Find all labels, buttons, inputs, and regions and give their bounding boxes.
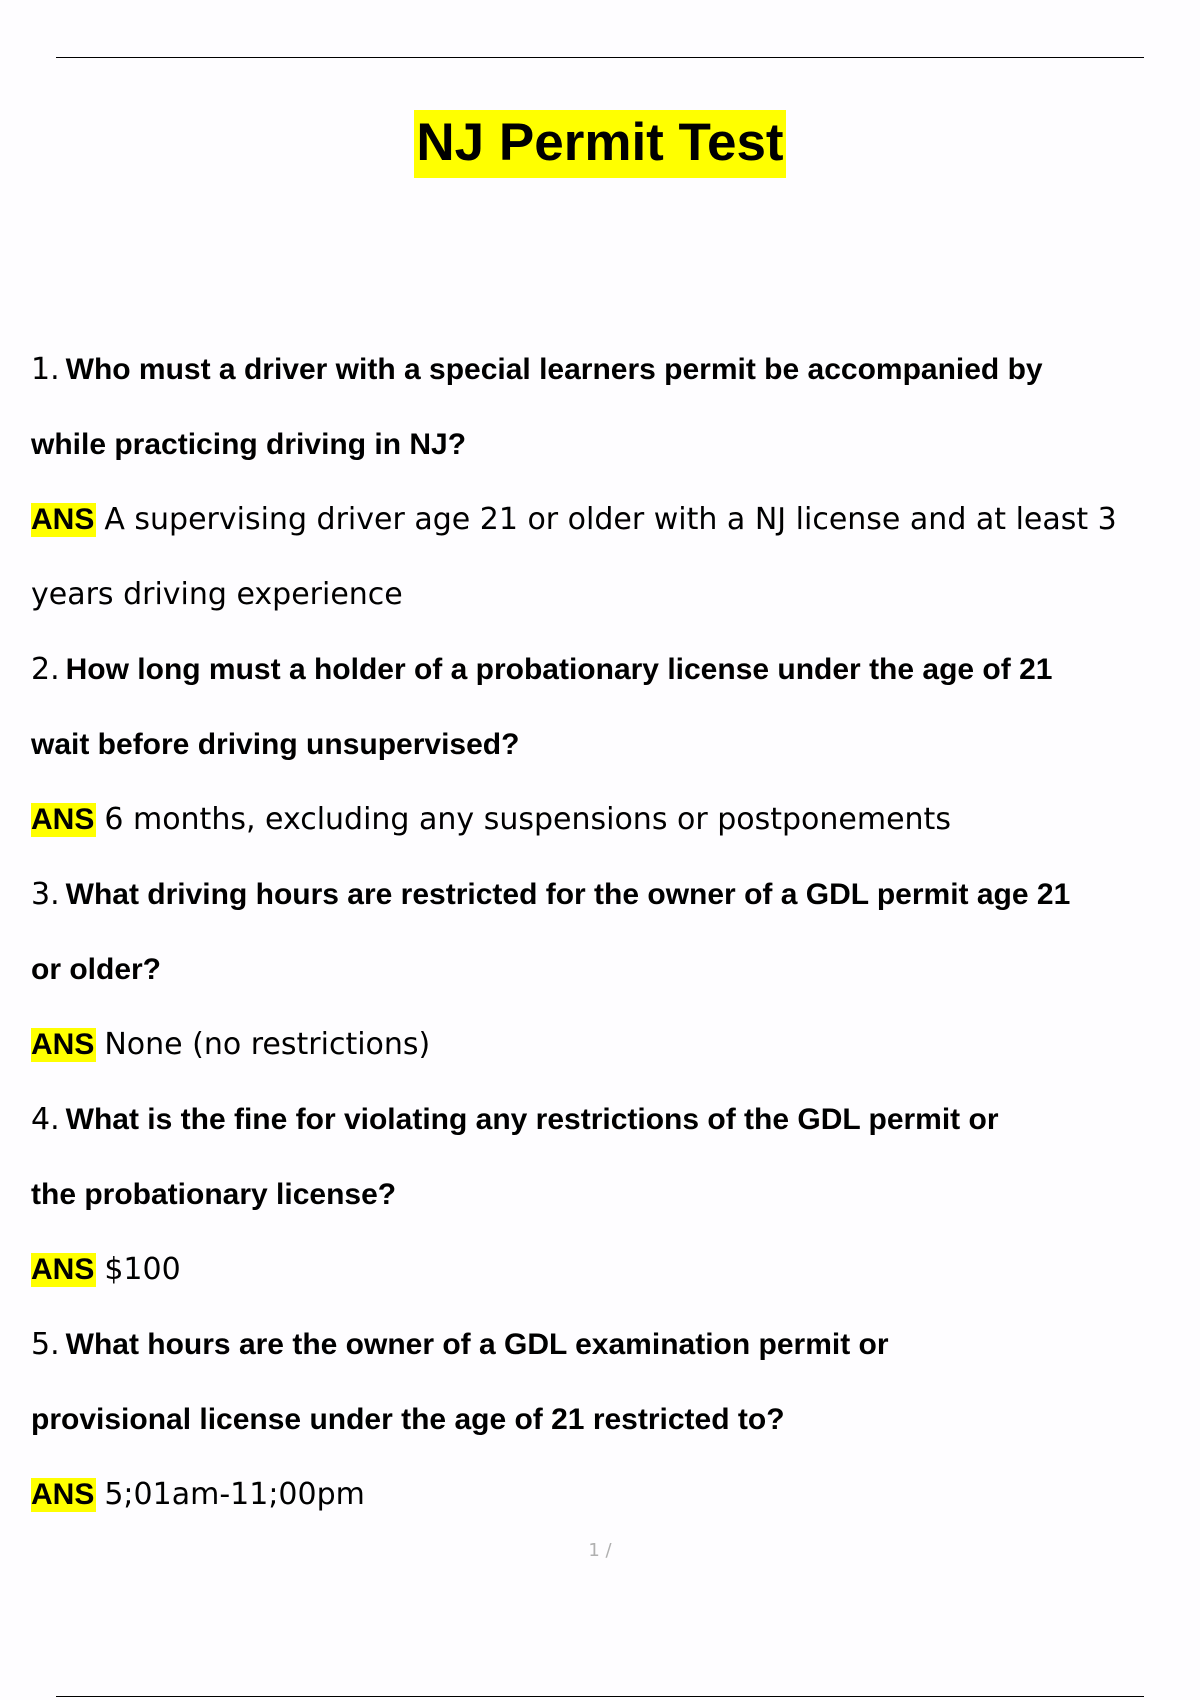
question-text: while practicing driving in NJ?	[31, 427, 467, 461]
answer-label: ANS	[31, 1252, 95, 1286]
answer-text: 6 months, excluding any suspensions or postponements	[104, 802, 951, 837]
question-text: What is the fine for violating any restrictions of the GDL permit or	[65, 1102, 999, 1136]
title-block	[0, 110, 1200, 178]
question-1-cont	[31, 407, 1180, 482]
question-2-cont	[31, 707, 1180, 782]
answer-label: ANS	[31, 1027, 95, 1061]
question-number: 4.	[31, 1102, 60, 1137]
question-text: the probationary license?	[31, 1177, 397, 1211]
top-rule	[56, 57, 1144, 58]
qa-list	[31, 332, 1180, 1532]
question-text: provisional license under the age of 21 restricted to?	[31, 1402, 785, 1436]
question-text: or older?	[31, 952, 162, 986]
answer-text: A supervising driver age 21 or older with a NJ license and at least 3	[104, 502, 1117, 537]
page-number: 1 /	[588, 1540, 612, 1561]
question-number: 2.	[31, 652, 60, 687]
question-text: What driving hours are restricted for the owner of a GDL permit age 21	[65, 877, 1071, 911]
answer-text: $100	[104, 1252, 181, 1287]
question-number: 1.	[31, 352, 60, 387]
question-4-cont	[31, 1157, 1180, 1232]
question-text: How long must a holder of a probationary license under the age of 21	[65, 652, 1053, 686]
question-text: What hours are the owner of a GDL examination permit or	[65, 1327, 889, 1361]
question-3	[31, 857, 1180, 932]
answer-3	[31, 1007, 1180, 1082]
page-title: NJ Permit Test	[414, 110, 785, 178]
answer-text: years driving experience	[31, 577, 403, 612]
answer-1	[31, 482, 1180, 557]
question-number: 3.	[31, 877, 60, 912]
question-4	[31, 1082, 1180, 1157]
question-5-cont	[31, 1382, 1180, 1457]
question-number: 5.	[31, 1327, 60, 1362]
answer-2	[31, 782, 1180, 857]
question-3-cont	[31, 932, 1180, 1007]
answer-label: ANS	[31, 502, 95, 536]
question-1	[31, 332, 1180, 407]
answer-1-cont	[31, 557, 1180, 632]
answer-4	[31, 1232, 1180, 1307]
answer-label: ANS	[31, 1477, 95, 1511]
question-2	[31, 632, 1180, 707]
answer-label: ANS	[31, 802, 95, 836]
bottom-rule	[56, 1696, 1144, 1697]
question-text: Who must a driver with a special learners permit be accompanied by	[65, 352, 1043, 386]
question-text: wait before driving unsupervised?	[31, 727, 520, 761]
answer-5	[31, 1457, 1180, 1532]
question-5	[31, 1307, 1180, 1382]
answer-text: 5;01am-11;00pm	[104, 1477, 365, 1512]
answer-text: None (no restrictions)	[104, 1027, 431, 1062]
